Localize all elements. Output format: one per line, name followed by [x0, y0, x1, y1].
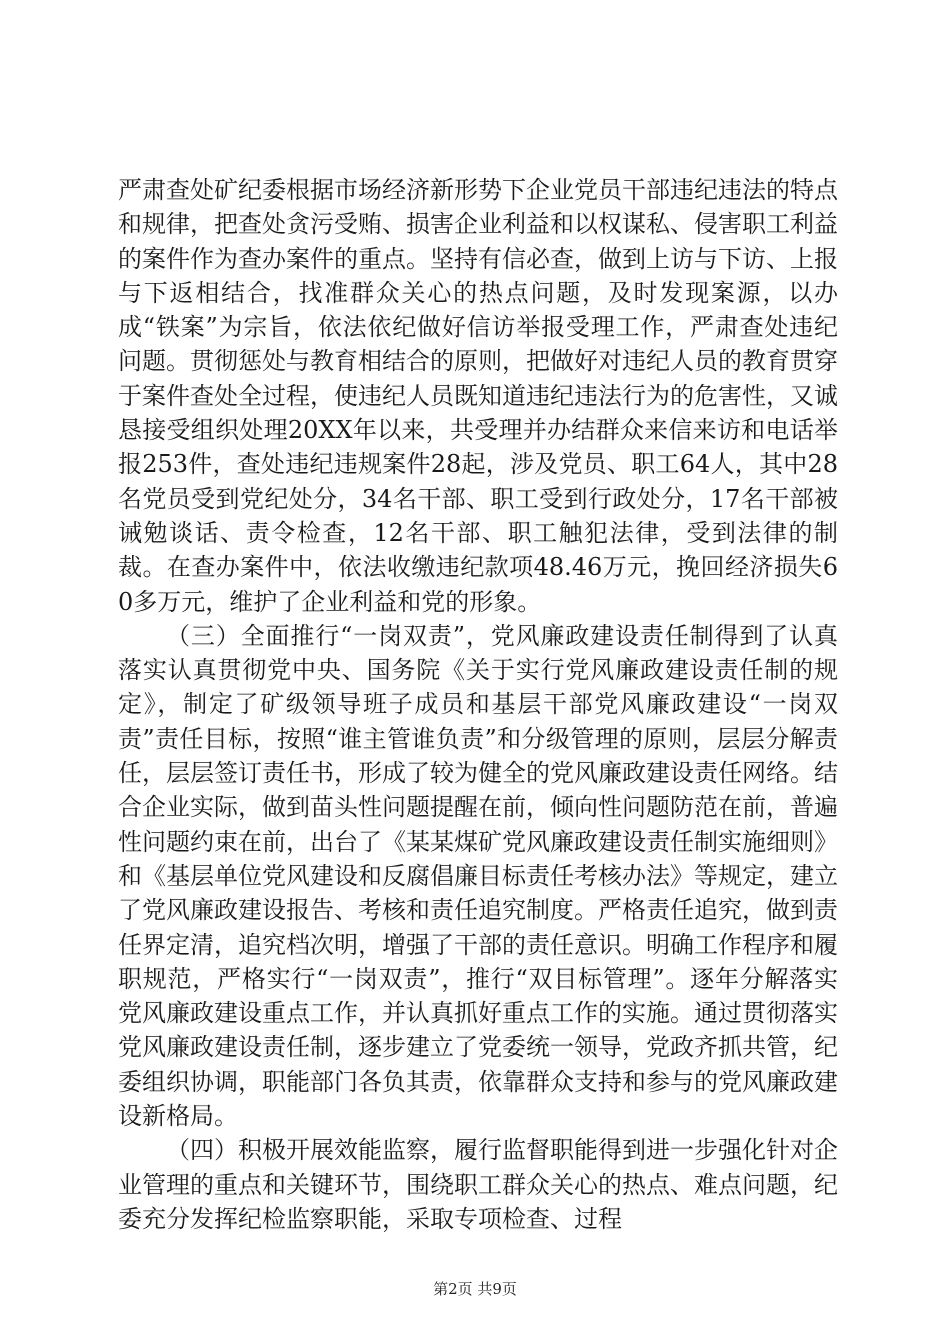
- paragraph-responsibility-system: （三）全面推行“一岗双责”，党风廉政建设责任制得到了认真落实认真贯彻党中央、国务院《关于实行党风廉政建设责任制的规定》，制定了矿级领导班子成员和基层干部党风廉政建设“一岗双责”责任目标，按照“谁主管谁负责”和分级管理的原则，层层分解责任，层层签订责任书，形成了较为健全的党风廉政建设责任网络。结合企业实际，做到苗头性问题提醒在前，倾向性问题防范在前，普遍性问题约束在前，出台了《某某煤矿党风廉政建设责任制实施细则》和《基层单位党风建设和反腐倡廉目标责任考核办法》等规定，建立了党风廉政建设报告、考核和责任追究制度。严格责任追究，做到责任界定清，追究档次明，增强了干部的责任意识。明确工作程序和履职规范，严格实行“一岗双责”，推行“双目标管理”。逐年分解落实党风廉政建设重点工作，并认真抓好重点工作的实施。通过贯彻落实党风廉政建设责任制，逐步建立了党委统一领导，党政齐抓共管，纪委组织协调，职能部门各负其责，依靠群众支持和参与的党风廉政建设新格局。: [118, 621, 838, 1131]
- document-body: [118, 173, 838, 1236]
- page-number: 第2页 共9页: [433, 1280, 517, 1298]
- page-footer: [0, 1278, 950, 1299]
- paragraph-case-handling: 严肃查处矿纪委根据市场经济新形势下企业党员干部违纪违法的特点和规律，把查处贪污受贿、损害企业利益和以权谋私、侵害职工利益的案件作为查办案件的重点。坚持有信必查，做到上访与下访、上报与下返相结合，找准群众关心的热点问题，及时发现案源，以办成“铁案”为宗旨，依法依纪做好信访举报受理工作，严肃查处违纪问题。贯彻惩处与教育相结合的原则，把做好对违纪人员的教育贯穿于案件查处全过程，使违纪人员既知道违纪违法行为的危害性，又诚恳接受组织处理20XX年以来，共受理并办结群众来信来访和电话举报253件，查处违纪违规案件28起，涉及党员、职工64人，其中28名党员受到党纪处分，34名干部、职工受到行政处分，17名干部被诫勉谈话、责令检查，12名干部、职工触犯法律，受到法律的制裁。在查办案件中，依法收缴违纪款项48.46万元，挽回经济损失60多万元，维护了企业利益和党的形象。: [118, 176, 838, 616]
- paragraph-efficiency-supervision: （四）积极开展效能监察，履行监督职能得到进一步强化针对企业管理的重点和关键环节，围绕职工群众关心的热点、难点问题，纪委充分发挥纪检监察职能，采取专项检查、过程: [118, 1136, 838, 1233]
